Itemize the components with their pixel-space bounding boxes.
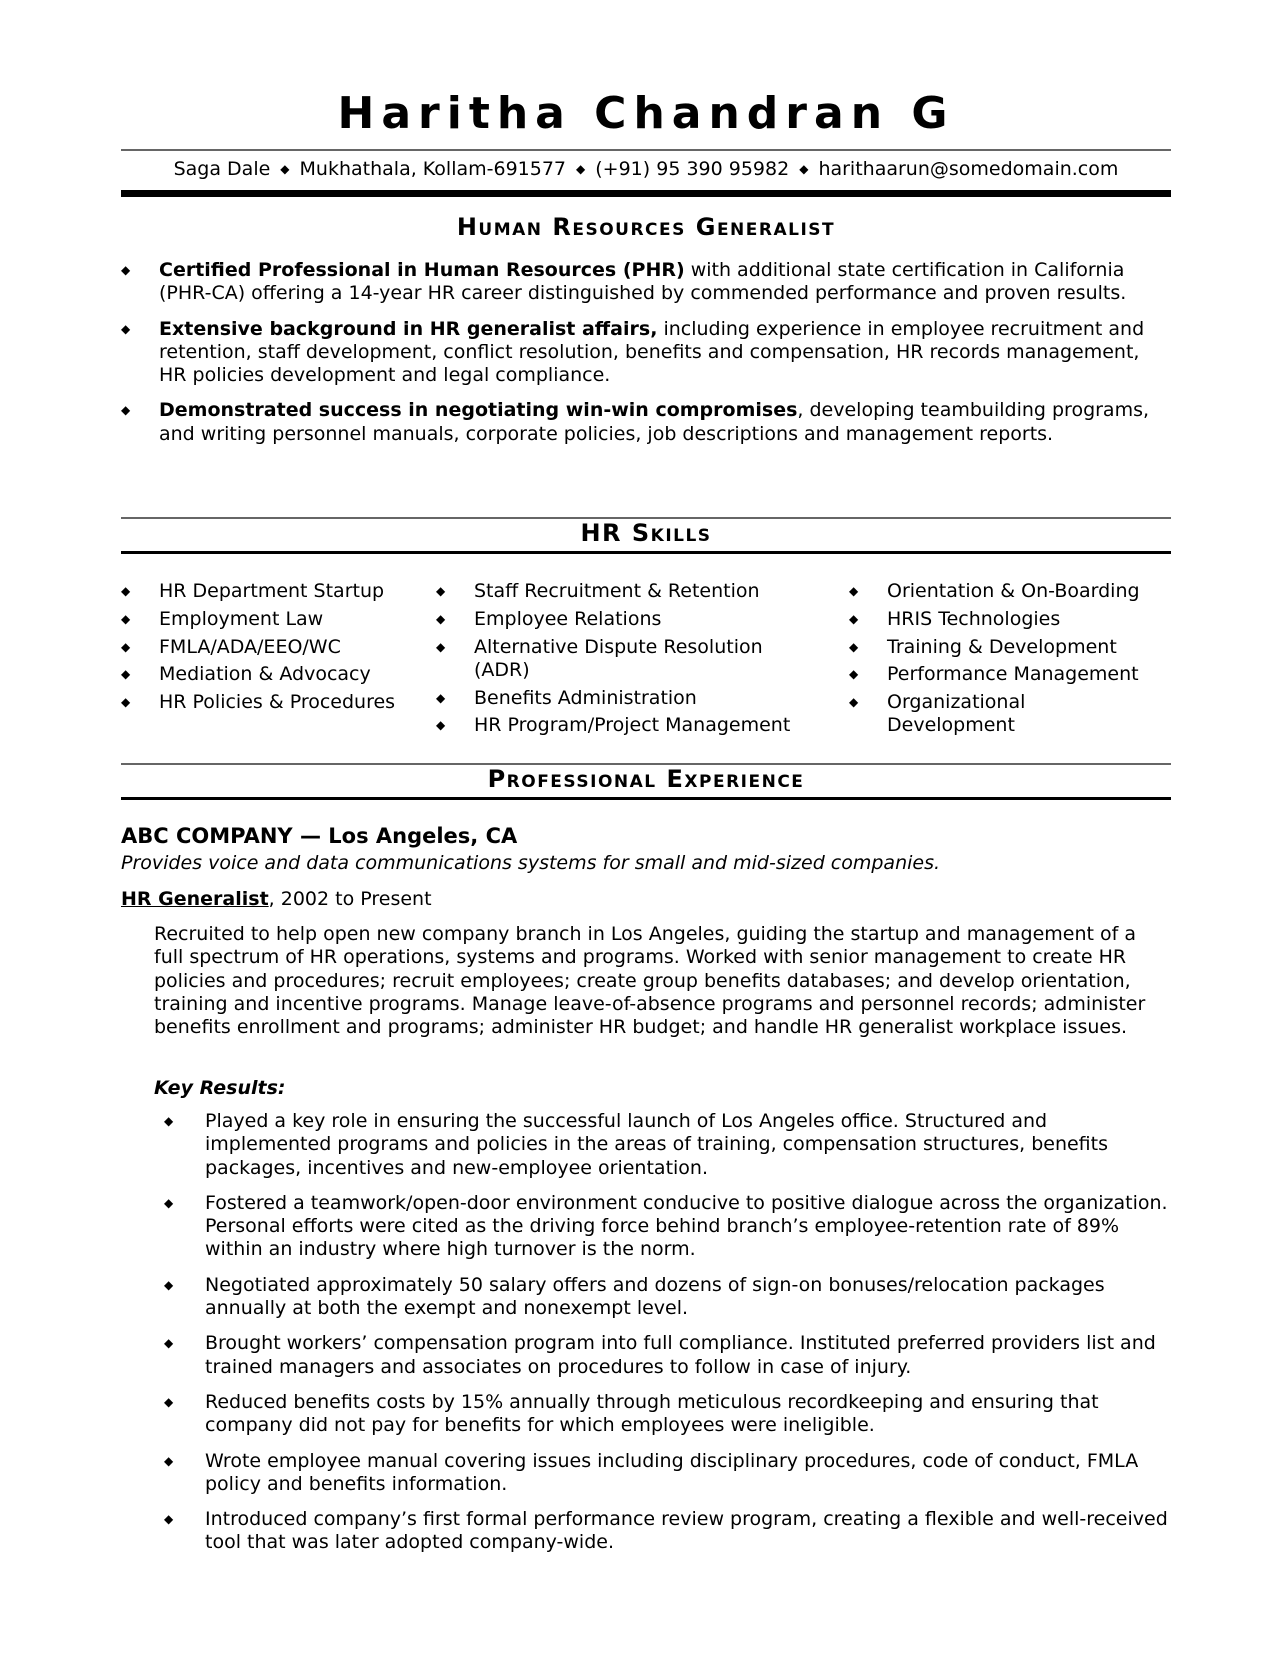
skill-item: ◆ Employee Relations [436,607,662,630]
summary-list [121,259,1171,458]
diamond-icon: ◆ [164,1277,174,1292]
diamond-icon: ◆ [121,403,131,418]
skill-item: ◆ Alternative Dispute Resolution (ADR) [436,635,763,681]
skill-item: ◆ HR Department Startup [121,580,385,602]
candidate-name: Haritha Chandran G [337,88,955,139]
diamond-icon: ◆ [164,1195,174,1210]
summary-item: ◆ Certified Professional in Human Resources (PHR) with additional state certification in California (PHR-CA) offering a 14-year HR career distinguished by commended performance and proven results. [121,259,1127,305]
section-heading-skills: HR Skills [580,519,712,547]
skills-column [121,580,431,719]
diamond-icon: ◆ [849,667,859,682]
skills-column [436,580,796,742]
diamond-icon: ◆ [121,639,131,654]
diamond-icon: ◆ [436,718,446,733]
job-title: HR Generalist [121,888,269,910]
skill-item: ◆ Mediation & Advocacy [121,663,371,686]
diamond-icon: ◆ [849,584,859,598]
job-title-line [121,888,432,911]
skill-item: ◆ Employment Law [121,607,324,630]
diamond-icon: ◆ [121,263,131,277]
key-results-list [164,1110,1174,1567]
diamond-icon: ◆ [164,1453,174,1468]
address-street: Saga Dale [173,158,271,180]
phone: (+91) 95 390 95982 [595,158,790,180]
skill-item: ◆ Organizational Development [849,691,1026,737]
skill-item: ◆ Staff Recruitment & Retention [436,580,760,602]
skill-item: ◆ FMLA/ADA/EEO/WC [121,635,341,658]
result-item: ◆ Brought workers’ compensation program into full compliance. Instituted preferred providers list and trained managers and associates on procedures to follow in case of injury. [164,1332,1156,1378]
skill-item: ◆ Benefits Administration [436,686,697,709]
divider [121,797,1171,800]
divider [121,551,1171,554]
diamond-icon: ◆ [849,639,859,654]
diamond-icon: ◆ [436,639,446,654]
divider [121,149,1171,151]
diamond-icon: ◆ [576,162,586,176]
diamond-icon: ◆ [121,667,131,682]
job-dates: , 2002 to Present [268,888,432,910]
skill-item: ◆ HR Policies & Procedures [121,691,396,714]
summary-item: ◆ Extensive background in HR generalist affairs, including experience in employee recruitment and retention, staff development, conflict resolution, benefits and compensation, HR records management, HR policies development and legal compliance. [121,317,1145,387]
diamond-icon: ◆ [121,584,131,598]
job-description: Recruited to help open new company branch in Los Angeles, guiding the startup and management of a full spectrum of HR operations, systems and programs. Worked with senior management to create HR policies and procedures; recruit employees; create group benefits databases; and develop orientation, training and incentive programs. Manage leave-of-absence programs and personnel records; administer benefits enrollment and programs; administer HR budget; and handle HR generalist workplace issues. [154,923,1146,1039]
result-item: ◆ Fostered a teamwork/open-door environment conducive to positive dialogue across the organization. Personal efforts were cited as the driving force behind branch’s employee-retention rate of 89% within an industry where high turnover is the norm. [164,1191,1168,1261]
diamond-icon: ◆ [280,162,290,176]
summary-item: ◆ Demonstrated success in negotiating win-win compromises, developing teambuilding programs, and writing personnel manuals, corporate policies, job descriptions and management reports. [121,399,1150,445]
company-name: ABC COMPANY — Los Angeles, CA [121,824,518,848]
key-results-label: Key Results: [154,1077,286,1099]
diamond-icon: ◆ [799,162,809,176]
diamond-icon: ◆ [164,1114,174,1128]
diamond-icon: ◆ [164,1394,174,1409]
diamond-icon: ◆ [849,695,859,710]
result-item: ◆ Played a key role in ensuring the successful launch of Los Angeles office. Structured and implemented programs and policies in the areas of training, compensation structures, benefits packages, incentives and new-employee orientation. [164,1110,1108,1179]
skill-item: ◆ Training & Development [849,635,1117,658]
skill-item: ◆ Orientation & On-Boarding [849,580,1140,602]
skill-item: ◆ HRIS Technologies [849,607,1061,630]
contact-line [121,158,1171,183]
result-item: ◆ Wrote employee manual covering issues including disciplinary procedures, code of conduct, FMLA policy and benefits information. [164,1449,1139,1495]
diamond-icon: ◆ [121,695,131,710]
diamond-icon: ◆ [436,611,446,626]
result-item: ◆ Reduced benefits costs by 15% annually through meticulous recordkeeping and ensuring that company did not pay for benefits for which employees were ineligible. [164,1390,1099,1437]
diamond-icon: ◆ [164,1512,174,1527]
email: harithaarun@somedomain.com [818,158,1119,180]
company-description: Provides voice and data communications systems for small and mid-sized companies. [121,852,941,874]
diamond-icon: ◆ [121,321,131,336]
diamond-icon: ◆ [849,611,859,626]
diamond-icon: ◆ [121,611,131,626]
skills-column [849,580,1179,742]
result-item: ◆ Introduced company’s first formal performance review program, creating a flexible and well-received tool that was later adopted company-wide. [164,1508,1168,1554]
section-heading-experience: Professional Experience [487,765,805,793]
diamond-icon: ◆ [436,584,446,598]
divider [121,190,1171,197]
result-item: ◆ Negotiated approximately 50 salary offers and dozens of sign-on bonuses/relocation packages annually at both the exempt and nonexempt level. [164,1273,1105,1320]
diamond-icon: ◆ [164,1336,174,1351]
address-city: Mukhathala, Kollam-691577 [299,158,567,180]
resume-title: Human Resources Generalist [456,213,836,241]
skill-item: ◆ HR Program/Project Management [436,714,791,737]
diamond-icon: ◆ [436,690,446,705]
skill-item: ◆ Performance Management [849,663,1139,686]
